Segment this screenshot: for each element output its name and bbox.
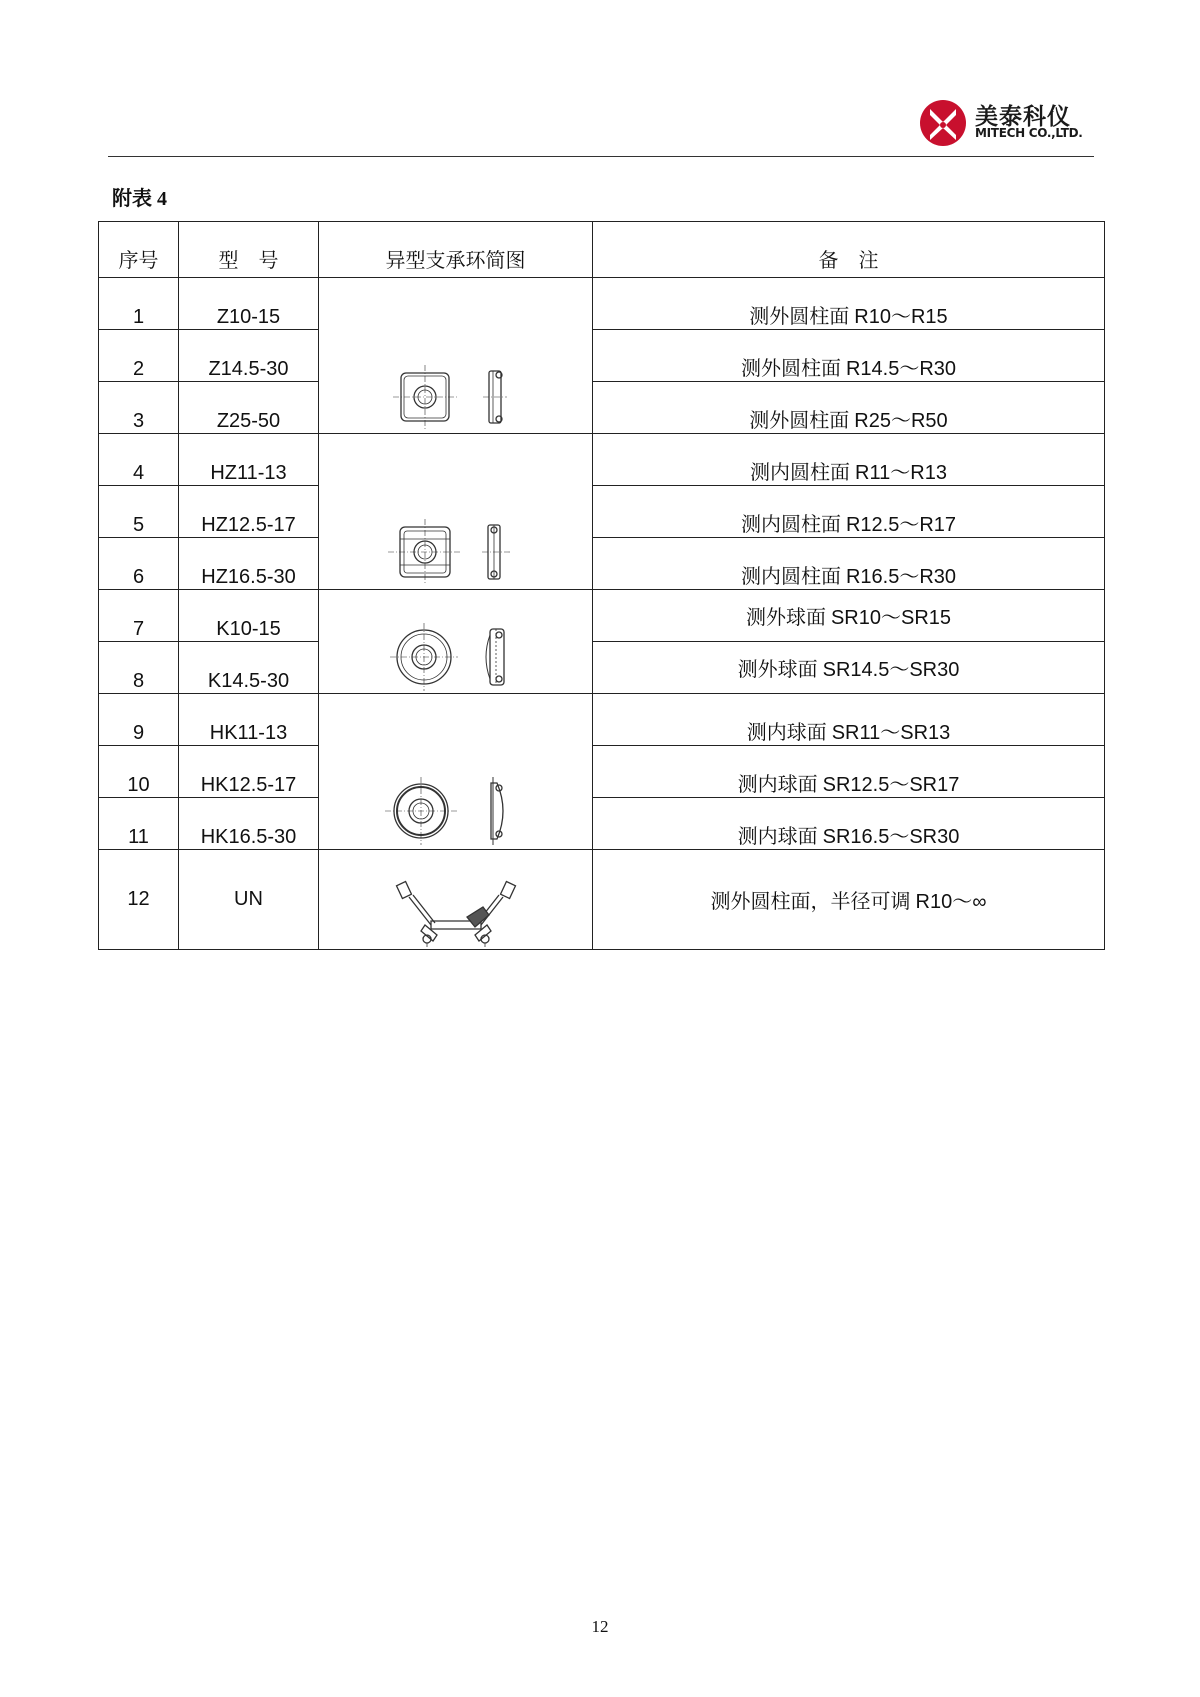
table-row bbox=[99, 694, 1105, 746]
row-number: 8 bbox=[99, 642, 179, 694]
row-model: UN bbox=[179, 850, 319, 950]
row-note: 测外圆柱面 R14.5～R30 bbox=[593, 330, 1105, 382]
row-note: 测内圆柱面 R16.5～R30 bbox=[593, 538, 1105, 590]
spherical-outer-ring-diagram bbox=[386, 621, 526, 693]
row-note: 测内球面 SR12.5～SR17 bbox=[593, 746, 1105, 798]
table-row bbox=[99, 850, 1105, 950]
row-note: 测内圆柱面 R12.5～R17 bbox=[593, 486, 1105, 538]
row-model: HK12.5-17 bbox=[179, 746, 319, 798]
diagram-cell bbox=[319, 434, 593, 590]
diagram-cell bbox=[319, 278, 593, 434]
header-no: 序号 bbox=[99, 222, 179, 278]
page-number: 12 bbox=[591, 1617, 609, 1636]
row-model: Z14.5-30 bbox=[179, 330, 319, 382]
row-number: 10 bbox=[99, 746, 179, 798]
company-logo bbox=[918, 96, 1098, 152]
row-model: HK11-13 bbox=[179, 694, 319, 746]
row-number: 6 bbox=[99, 538, 179, 590]
row-note: 测外球面 SR14.5～SR30 bbox=[593, 642, 1105, 694]
row-note: 测外圆柱面，半径可调 R10～∞ bbox=[593, 850, 1105, 950]
table-row bbox=[99, 746, 1105, 798]
cylindrical-outer-ring-diagram bbox=[391, 363, 521, 433]
row-number: 11 bbox=[99, 798, 179, 850]
row-note: 测内圆柱面 R11～R13 bbox=[593, 434, 1105, 486]
row-model: HK16.5-30 bbox=[179, 798, 319, 850]
table-row bbox=[99, 486, 1105, 538]
row-model: K14.5-30 bbox=[179, 642, 319, 694]
row-model: Z25-50 bbox=[179, 382, 319, 434]
row-model: HZ11-13 bbox=[179, 434, 319, 486]
diagram-cell bbox=[319, 850, 593, 950]
table-title: 附表 4 bbox=[112, 188, 167, 210]
row-note: 测外圆柱面 R10～R15 bbox=[593, 278, 1105, 330]
header-model: 型 号 bbox=[179, 222, 319, 278]
row-number: 12 bbox=[99, 850, 179, 950]
row-number: 3 bbox=[99, 382, 179, 434]
row-note: 测内球面 SR11～SR13 bbox=[593, 694, 1105, 746]
row-number: 7 bbox=[99, 590, 179, 642]
header-note: 备 注 bbox=[593, 222, 1105, 278]
logo-text-cn: 美泰科仪 bbox=[975, 104, 1071, 130]
row-number: 4 bbox=[99, 434, 179, 486]
table-row bbox=[99, 538, 1105, 590]
table-row bbox=[99, 590, 1105, 642]
row-model: HZ12.5-17 bbox=[179, 486, 319, 538]
row-number: 9 bbox=[99, 694, 179, 746]
row-note: 测内球面 SR16.5～SR30 bbox=[593, 798, 1105, 850]
support-ring-table bbox=[98, 221, 1105, 950]
row-number: 2 bbox=[99, 330, 179, 382]
row-model: HZ16.5-30 bbox=[179, 538, 319, 590]
table-header-row bbox=[99, 222, 1105, 278]
diagram-cell bbox=[319, 590, 593, 694]
logo-text-en: MITECH CO.,LTD. bbox=[975, 126, 1083, 140]
diagram-cell bbox=[319, 694, 593, 850]
mitech-logo-icon bbox=[918, 98, 968, 148]
header-diagram: 异型支承环简图 bbox=[319, 222, 593, 278]
row-note: 测外圆柱面 R25～R50 bbox=[593, 382, 1105, 434]
table-row bbox=[99, 434, 1105, 486]
row-model: K10-15 bbox=[179, 590, 319, 642]
table-row bbox=[99, 798, 1105, 850]
row-number: 1 bbox=[99, 278, 179, 330]
table-row bbox=[99, 382, 1105, 434]
spherical-inner-ring-diagram bbox=[381, 773, 531, 849]
header-rule bbox=[108, 156, 1094, 157]
row-number: 5 bbox=[99, 486, 179, 538]
row-note: 测外球面 SR10～SR15 bbox=[593, 590, 1105, 642]
cylindrical-inner-ring-diagram bbox=[386, 517, 526, 589]
table-row bbox=[99, 278, 1105, 330]
table-row bbox=[99, 642, 1105, 694]
adjustable-support-diagram bbox=[391, 877, 521, 949]
row-model: Z10-15 bbox=[179, 278, 319, 330]
table-row bbox=[99, 330, 1105, 382]
